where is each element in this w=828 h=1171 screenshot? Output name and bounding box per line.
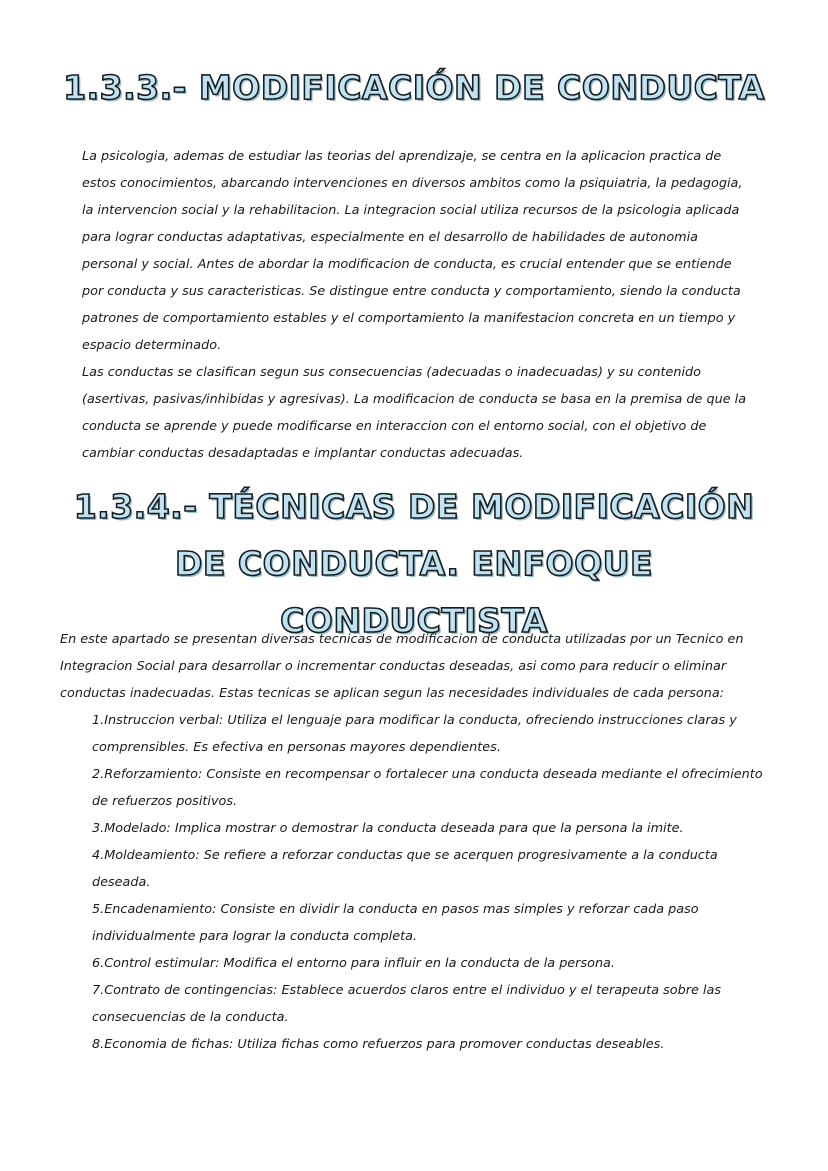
section-body-modificacion-conducta bbox=[82, 143, 748, 467]
list-item-text: Instruccion verbal: Utiliza el lenguaje para modificar la conducta, ofreciendo instrucciones claras y comprensibles. Es efectiva en personas mayores dependientes. bbox=[92, 713, 737, 755]
list-item-text: Moldeamiento: Se refiere a reforzar conductas que se acerquen progresivamente a la conducta deseada. bbox=[92, 848, 718, 890]
paragraph: Las conductas se clasifican segun sus consecuencias (adecuadas o inadecuadas) y su contenido (asertivas, pasivas/inhibidas y agresivas). La modificacion de conducta se basa en la premisa de que la conducta se aprende y puede modificarse en interaccion con el entorno social, con el objetivo de cambiar conductas desadaptadas e implantar conductas adecuadas. bbox=[82, 365, 747, 461]
list-item-text: Modelado: Implica mostrar o demostrar la conducta deseada para que la persona la imite. bbox=[104, 821, 684, 836]
list-item-text: Economia de fichas: Utiliza fichas como refuerzos para promover conductas deseables. bbox=[104, 1037, 665, 1052]
list-item bbox=[80, 761, 770, 815]
techniques-list bbox=[80, 707, 770, 1058]
list-item-number: 6. bbox=[92, 956, 105, 971]
list-item-text: Reforzamiento: Consiste en recompensar o fortalecer una conducta deseada mediante el ofrecimiento de refuerzos positivos. bbox=[92, 767, 763, 809]
list-item bbox=[80, 977, 770, 1031]
list-item bbox=[80, 707, 770, 761]
list-item-number: 3. bbox=[92, 821, 105, 836]
list-item bbox=[80, 842, 770, 896]
list-item-number: 5. bbox=[92, 902, 105, 917]
list-item-text: Encadenamiento: Consiste en dividir la conducta en pasos mas simples y reforzar cada paso individualmente para lograr la conducta completa. bbox=[92, 902, 699, 944]
list-item-number: 1. bbox=[92, 713, 105, 728]
list-item-number: 7. bbox=[92, 983, 105, 998]
paragraph: La psicologia, ademas de estudiar las teorias del aprendizaje, se centra en la aplicacion practica de estos conocimientos, abarcando intervenciones en diversos ambitos como la psiquiatria, la pedagogia, la intervencion social y la rehabilitacion. La integracion social utiliza recursos de la psicologia aplicada para lograr conductas adaptativas, especialmente en el desarrollo de habilidades de autonomia personal y social. Antes de abordar la modificacion de conducta, es crucial entender que se entiende por conducta y sus caracteristicas. Se distingue entre conducta y comportamiento, siendo la conducta patrones de comportamiento estables y el comportamiento la manifestacion concreta en un tiempo y espacio determinado. bbox=[82, 149, 743, 353]
section-heading-tecnicas: 1.3.4.- TÉCNICAS DE MODIFICACIÓN DE CONDUCTA. ENFOQUE CONDUCTISTA bbox=[73, 487, 755, 640]
section-intro-tecnicas: En este apartado se presentan diversas tecnicas de modificacion de conducta utilizadas por un Tecnico en Integracion Social para desarrollar o incrementar conductas deseadas, asi como para reducir o eliminar conductas inadecuadas. Estas tecnicas se aplican segun las necesidades individuales de cada persona: bbox=[60, 632, 744, 701]
list-item-text: Control estimular: Modifica el entorno para influir en la conducta de la persona. bbox=[104, 956, 615, 971]
list-item bbox=[80, 950, 770, 977]
list-item-text: Contrato de contingencias: Establece acuerdos claros entre el individuo y el terapeuta sobre las consecuencias de la conducta. bbox=[92, 983, 721, 1025]
list-item-number: 2. bbox=[92, 767, 105, 782]
list-item bbox=[80, 1031, 770, 1058]
list-item bbox=[80, 896, 770, 950]
list-item-number: 4. bbox=[92, 848, 105, 863]
section-heading-modificacion-conducta: 1.3.3.- MODIFICACIÓN DE CONDUCTA bbox=[63, 68, 765, 107]
list-item-number: 8. bbox=[92, 1037, 105, 1052]
list-item bbox=[80, 815, 770, 842]
